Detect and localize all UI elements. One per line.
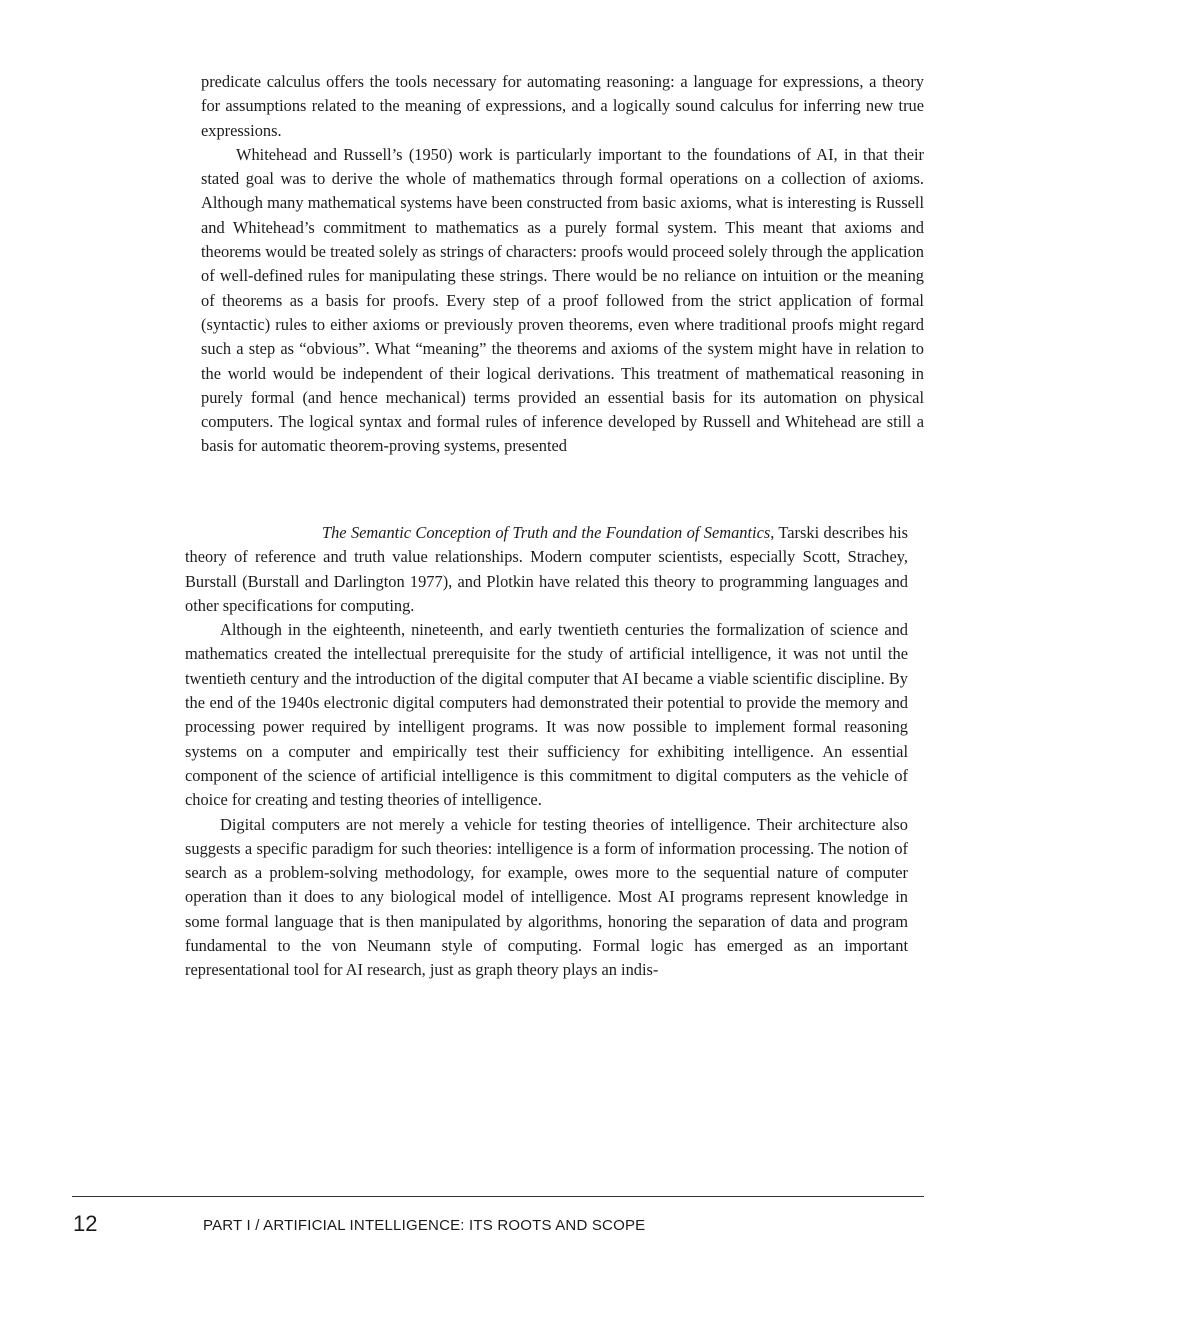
footer-rule — [72, 1196, 924, 1197]
book-title: The Semantic Conception of Truth and the Foundation of Semantics — [322, 523, 771, 542]
paragraph-tarski — [185, 521, 908, 618]
page-number: 12 — [73, 1211, 98, 1236]
paragraph-whitehead-russell: Whitehead and Russell’s (1950) work is particularly important to the foundations of AI, in that their stated goal was to derive the whole of mathematics through formal operations on a collection of axioms. Although many mathematical systems have been constructed from basic axioms, what is interesting is Russell and Whitehead’s commitment to mathematics as a purely formal system. This meant that axioms and theorems would be treated solely as strings of characters: proofs would proceed solely through the application of well-defined rules for manipulating these strings. There would be no reliance on intuition or the meaning of theorems as a basis for proofs. Every step of a proof followed from the strict application of formal (syntactic) rules to either axioms or previously proven theorems, even where traditional proofs might regard such a step as “obvious”. What “meaning” the theorems and axioms of the system might have in relation to the world would be independent of their logical derivations. This treatment of mathematical reasoning in purely formal (and hence mechanical) terms provided an essential basis for its automation on physical computers. The logical syntax and formal rules of inference developed by Russell and Whitehead are still a basis for automatic theorem-proving systems, presented — [201, 144, 924, 456]
running-head: PART I / ARTIFICIAL INTELLIGENCE: ITS ROOTS AND SCOPE — [203, 1217, 646, 1234]
paragraph-digital-computer: Although in the eighteenth, nineteenth, and early twentieth centuries the formalization of science and mathematics created the intellectual prerequisite for the study of artificial intelligence, it was not until the twentieth century and the introduction of the digital computer that AI became a viable scientific discipline. By the end of the 1940s electronic digital computers had demonstrated their potential to provide the memory and processing power required by intelligent programs. It was now possible to implement formal reasoning systems on a computer and empirically test their sufficiency for exhibiting intelligence. An essential component of the science of artificial intelligence is this commitment to digital computers as the vehicle of choice for creating and testing theories of intelligence. — [185, 620, 908, 810]
lower-text-block — [185, 521, 908, 983]
upper-text-block — [201, 70, 924, 459]
paragraph-tarski-text: , Tarski describes his theory of reference and truth value relationships. Modern computer scientists, especially Scott, Strachey, Burstall (Burstall and Darlington 1977), and Plotkin have related this theory to programming languages and other specifications for computing. — [185, 523, 909, 615]
paragraph-information-processing: Digital computers are not merely a vehicle for testing theories of intelligence. Their architecture also suggests a specific paradigm for such theories: intelligence is a form of information processing. The notion of search as a problem-solving methodology, for example, owes more to the sequential nature of computer operation than it does to any biological model of intelligence. Most AI programs represent knowledge in some formal language that is then manipulated by algorithms, honoring the separation of data and program fundamental to the von Neumann style of computing. Formal logic has emerged as an important representational tool for AI research, just as graph theory plays an indis- — [185, 814, 908, 980]
paragraph-predicate-calculus: predicate calculus offers the tools necessary for automating reasoning: a language for expressions, a theory for assumptions related to the meaning of expressions, and a logically sound calculus for inferring new true expressions. — [201, 72, 924, 140]
